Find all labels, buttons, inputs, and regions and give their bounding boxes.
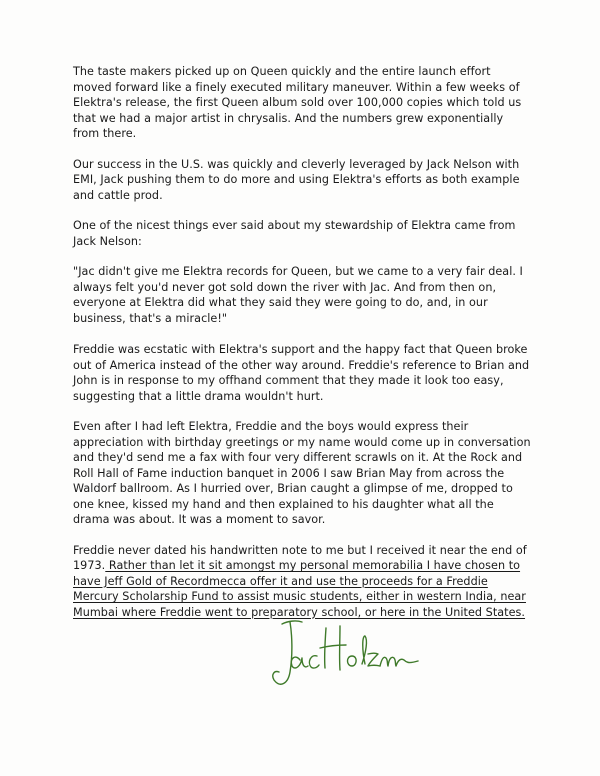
paragraph-stewardship-intro: One of the nicest things ever said about my stewardship of Elektra came from Jack Nelson: bbox=[73, 219, 516, 248]
handwritten-signature bbox=[262, 614, 422, 692]
paragraph-note-date bbox=[73, 543, 531, 621]
paragraph-us-success: Our success in the U.S. was quickly and cleverly leveraged by Jack Nelson with EMI, Jack pushing them to do more and using Elektra's efforts as both example and cattle prod. bbox=[73, 157, 520, 202]
note-date-lead: Freddie never dated his handwritten note to me but I received it near the end of 1973. bbox=[73, 543, 527, 572]
paragraph-freddie-ecstatic: Freddie was ecstatic with Elektra's support and the happy fact that Queen broke out of America instead of the other way around. Freddie's reference to Brian and John is in response to my offhand comment that they made it look too easy, suggesting that a little drama wouldn't hurt. bbox=[73, 343, 530, 403]
scholarship-statement: Rather than let it sit amongst my personal memorabilia I have chosen to have Jeff Gold of Recordmecca offer it and use the proceeds for a Freddie Mercury Scholarship Fund to assist music students, either in western India, near Mumbai where Freddie went to preparatory school, or here in the United States. bbox=[73, 559, 526, 619]
paragraph-quote: "Jac didn't give me Elektra records for Queen, but we came to a very fair deal. I always felt you'd never got sold down the river with Jac. And from then on, everyone at Elektra did what they said they were going to do, and, in our business, that's a miracle!" bbox=[73, 265, 523, 325]
paragraph-launch: The taste makers picked up on Queen quickly and the entire launch effort moved forward like a finely executed military maneuver. Within a few weeks of Elektra's release, the first Queen album sold over 100,000 copies which told us that we had a major artist in chrysalis. And the numbers grew exponentially from there. bbox=[73, 65, 522, 140]
letter-body bbox=[73, 64, 531, 635]
paragraph-after-elektra: Even after I had left Elektra, Freddie and the boys would express their appreciation with birthday greetings or my name would come up in conversation and they'd send me a fax with four very different scrawls on it. At the Rock and Roll Hall of Fame induction banquet in 2006 I saw Brian May from across the Waldorf ballroom. As I hurried over, Brian caught a glimpse of me, dropped to one knee, kissed my hand and then explained to his daughter what all the drama was about. It was a moment to savor. bbox=[73, 420, 531, 526]
